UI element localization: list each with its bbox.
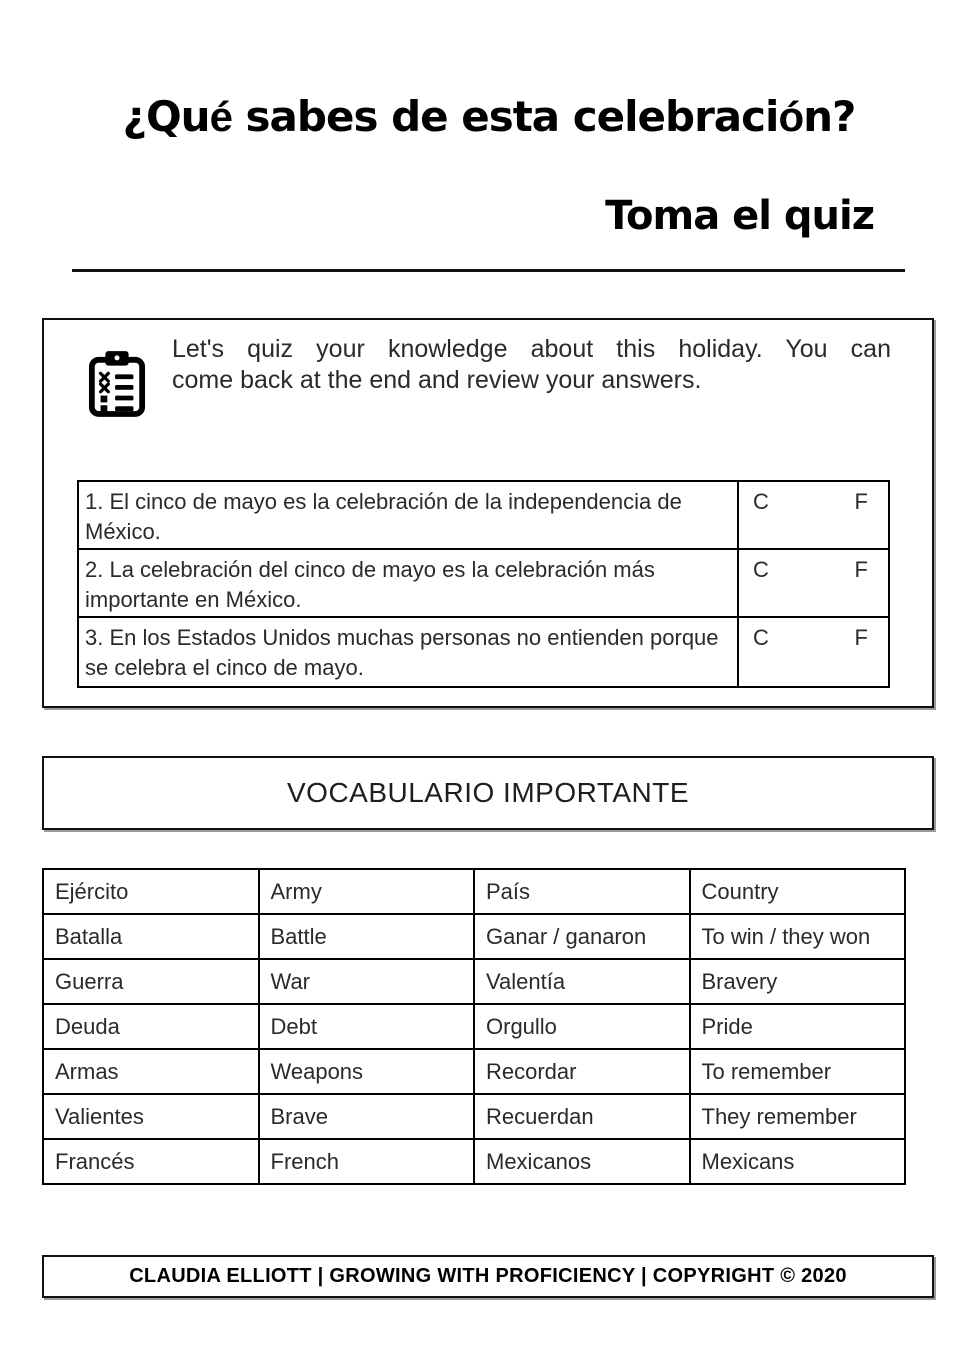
vocab-cell: Country: [690, 869, 906, 914]
vocab-cell: Recordar: [474, 1049, 690, 1094]
intro-text-line-1: Let's quiz your knowledge about this holiday. You can: [172, 335, 891, 363]
vocab-cell: Mexicanos: [474, 1139, 690, 1184]
vocab-cell: Valentía: [474, 959, 690, 1004]
option-cierto: C: [753, 625, 769, 650]
page-subtitle: Toma el quiz: [605, 193, 874, 239]
vocab-cell: Deuda: [43, 1004, 259, 1049]
vocab-cell: To remember: [690, 1049, 906, 1094]
quiz-row-1: [79, 482, 888, 550]
option-falso: F: [854, 625, 868, 650]
quiz-row-2: [79, 550, 888, 618]
vocab-row: [43, 1139, 905, 1184]
vocab-cell: Pride: [690, 1004, 906, 1049]
vocab-cell: They remember: [690, 1094, 906, 1139]
vocab-heading-box: [42, 756, 934, 830]
quiz-table: [77, 480, 890, 688]
vocab-cell: To win / they won: [690, 914, 906, 959]
vocab-cell: Guerra: [43, 959, 259, 1004]
quiz-answers-2: [739, 550, 888, 616]
quiz-question-3: 3. En los Estados Unidos muchas personas no entienden porque se celebra el cinco de mayo.: [79, 618, 739, 686]
page-title: ¿Qué sabes de esta celebración?: [122, 92, 856, 141]
vocab-cell: French: [259, 1139, 475, 1184]
vocab-cell: War: [259, 959, 475, 1004]
vocab-cell: Ganar / ganaron: [474, 914, 690, 959]
intro-text: [172, 334, 891, 396]
vocab-cell: Weapons: [259, 1049, 475, 1094]
option-falso: F: [854, 557, 868, 582]
quiz-question-2: 2. La celebración del cinco de mayo es la celebración más importante en México.: [79, 550, 739, 616]
vocab-cell: Battle: [259, 914, 475, 959]
option-cierto: C: [753, 489, 769, 514]
title-divider: [72, 269, 905, 272]
option-cierto: C: [753, 557, 769, 582]
vocab-row: [43, 1004, 905, 1049]
vocab-cell: Batalla: [43, 914, 259, 959]
intro-box: [42, 318, 934, 708]
vocab-row: [43, 1094, 905, 1139]
quiz-answers-3: [739, 618, 888, 686]
footer-bar: [42, 1255, 934, 1298]
vocab-cell: Bravery: [690, 959, 906, 1004]
footer-text: CLAUDIA ELLIOTT | GROWING WITH PROFICIENCY | COPYRIGHT © 2020: [129, 1265, 847, 1287]
vocab-cell: Armas: [43, 1049, 259, 1094]
quiz-answers-1: [739, 482, 888, 548]
vocab-cell: Valientes: [43, 1094, 259, 1139]
vocab-cell: Debt: [259, 1004, 475, 1049]
quiz-question-1: 1. El cinco de mayo es la celebración de la independencia de México.: [79, 482, 739, 548]
vocab-row: [43, 869, 905, 914]
vocab-cell: Army: [259, 869, 475, 914]
vocab-cell: Brave: [259, 1094, 475, 1139]
vocab-cell: País: [474, 869, 690, 914]
vocab-table: [42, 868, 906, 1185]
vocab-row: [43, 959, 905, 1004]
vocab-cell: Francés: [43, 1139, 259, 1184]
vocab-cell: Mexicans: [690, 1139, 906, 1184]
vocab-row: [43, 914, 905, 959]
clipboard-checklist-icon: [88, 350, 146, 418]
option-falso: F: [854, 489, 868, 514]
vocab-cell: Orgullo: [474, 1004, 690, 1049]
quiz-row-3: [79, 618, 888, 686]
intro-text-line-2: come back at the end and review your answers.: [172, 366, 702, 394]
vocab-cell: Recuerdan: [474, 1094, 690, 1139]
vocab-row: [43, 1049, 905, 1094]
vocab-heading: VOCABULARIO IMPORTANTE: [286, 777, 690, 808]
vocab-cell: Ejército: [43, 869, 259, 914]
